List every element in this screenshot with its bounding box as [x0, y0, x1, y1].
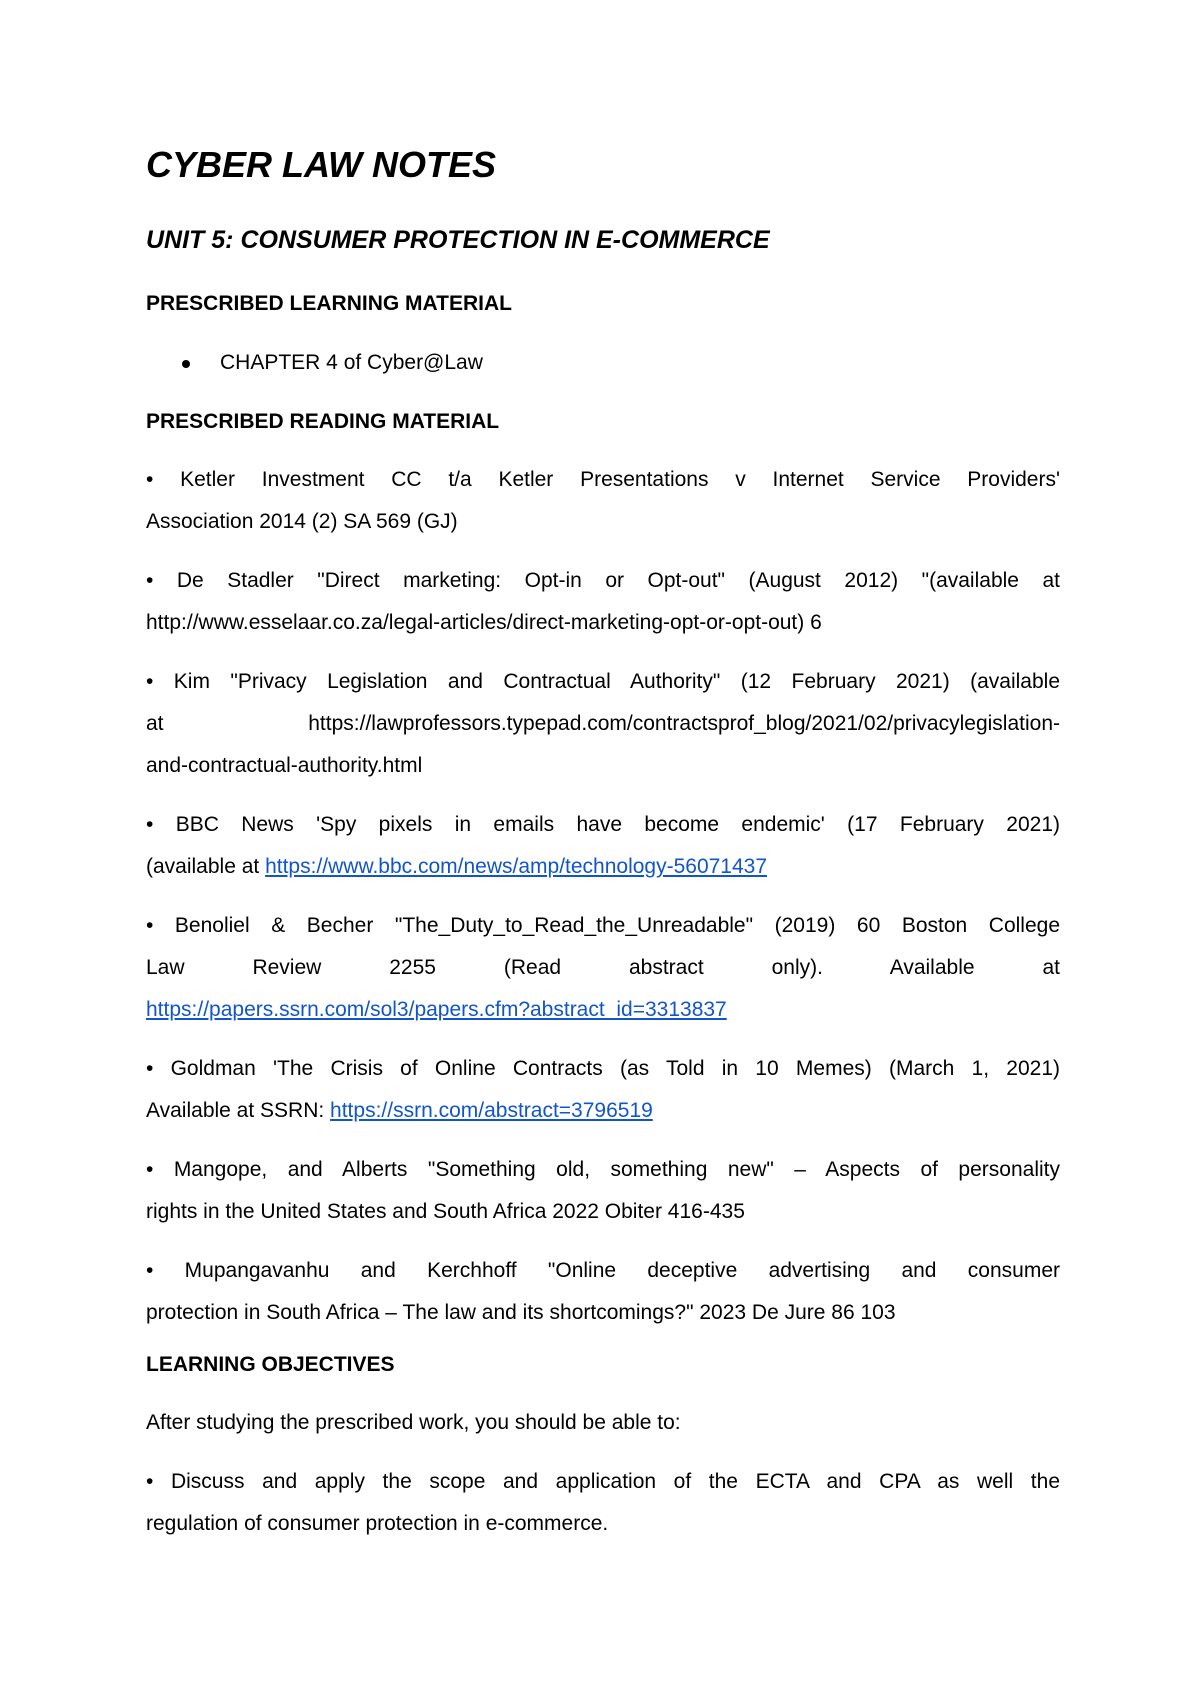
reading-item-kim [146, 661, 1060, 787]
objective-line: • Discuss and apply the scope and application of the ECTA and CPA as well the [146, 1470, 1060, 1493]
objectives-intro-line: After studying the prescribed work, you should be able to: [146, 1411, 681, 1434]
reading-item-line [146, 846, 1060, 888]
reading-item-line: rights in the United States and South Africa 2022 Obiter 416-435 [146, 1200, 745, 1223]
reading-item-line: Association 2014 (2) SA 569 (GJ) [146, 510, 458, 533]
reading-item-line [146, 1090, 1060, 1132]
ssrn-abstract-link[interactable]: https://ssrn.com/abstract=3796519 [330, 1099, 653, 1122]
reading-item-benoliel [146, 905, 1060, 1031]
reading-item-line: http://www.esselaar.co.za/legal-articles/direct-marketing-opt-or-opt-out) 6 [146, 611, 822, 634]
reading-item-line: • Benoliel & Becher "The_Duty_to_Read_the_Unreadable" (2019) 60 Boston College [146, 914, 1060, 937]
ssrn-papers-link[interactable]: https://papers.ssrn.com/sol3/papers.cfm?abstract_id=3313837 [146, 998, 727, 1021]
reading-item-line: • Mupangavanhu and Kerchhoff "Online deceptive advertising and consumer [146, 1259, 1060, 1282]
reading-item-line: protection in South Africa – The law and its shortcomings?" 2023 De Jure 86 103 [146, 1301, 896, 1324]
reading-item-line: Law Review 2255 (Read abstract only). Available at [146, 956, 1060, 979]
reading-item-destadler [146, 560, 1060, 644]
reading-material-heading: PRESCRIBED READING MATERIAL [146, 410, 500, 433]
reading-item-goldman [146, 1048, 1060, 1132]
reading-item-line: • BBC News 'Spy pixels in emails have become endemic' (17 February 2021) [146, 813, 1060, 836]
objective-line: regulation of consumer protection in e-commerce. [146, 1512, 609, 1535]
learning-material-item: CHAPTER 4 of Cyber@Law [220, 351, 483, 374]
reading-item-line [146, 989, 1060, 1031]
reading-item-ketler [146, 459, 1060, 543]
reading-item-line: • De Stadler "Direct marketing: Opt-in or Opt-out" (August 2012) "(available at [146, 569, 1060, 592]
objectives-intro [146, 1402, 1060, 1444]
reading-item-text: Available at SSRN: [146, 1099, 331, 1122]
reading-item-bbc [146, 804, 1060, 888]
reading-item-line: and-contractual-authority.html [146, 754, 423, 777]
reading-item-line: • Goldman 'The Crisis of Online Contracts (as Told in 10 Memes) (March 1, 2021) [146, 1057, 1060, 1080]
reading-item-line: • Ketler Investment CC t/a Ketler Presentations v Internet Service Providers' [146, 468, 1060, 491]
reading-item-line: at https://lawprofessors.typepad.com/contractsprof_blog/2021/02/privacylegislation- [146, 712, 1060, 735]
learning-material-heading: PRESCRIBED LEARNING MATERIAL [146, 292, 512, 315]
unit-title: UNIT 5: CONSUMER PROTECTION IN E-COMMERCE [146, 226, 770, 254]
reading-item-line: • Kim "Privacy Legislation and Contractual Authority" (12 February 2021) (available [146, 670, 1060, 693]
reading-item-mangope [146, 1149, 1060, 1233]
bullet-icon [182, 360, 190, 368]
objective-item [146, 1461, 1060, 1545]
learning-objectives-heading: LEARNING OBJECTIVES [146, 1353, 395, 1376]
reading-item-mupangavanhu [146, 1250, 1060, 1334]
reading-item-line: • Mangope, and Alberts "Something old, something new" – Aspects of personality [146, 1158, 1060, 1181]
document-title: CYBER LAW NOTES [146, 144, 497, 185]
reading-item-text: (available at [146, 855, 266, 878]
bbc-link[interactable]: https://www.bbc.com/news/amp/technology-56071437 [265, 855, 768, 878]
